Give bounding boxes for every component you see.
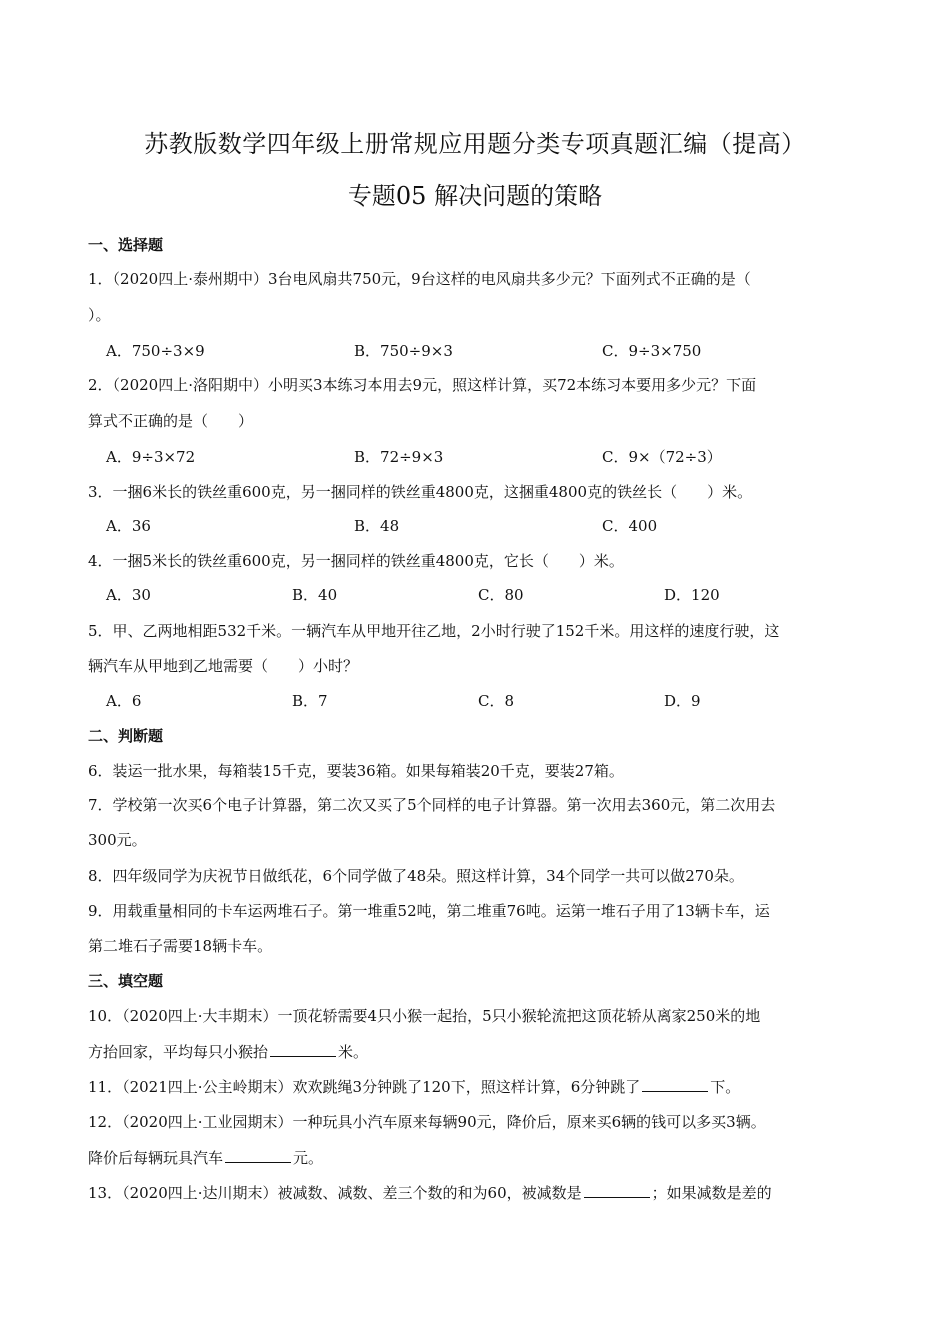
question-10-text-after-blank: 米。 [338,1043,369,1061]
question-5-line-2: 辆汽车从甲地到乙地需要（ ）小时？ [88,657,359,675]
question-2-option-a: A．9÷3×72 [106,448,196,466]
question-9-line-1: 9．用载重量相同的卡车运两堆石子。第一堆重52吨，第二堆重76吨。运第一堆石子用了13辆卡车，运 [88,902,770,920]
answer-blank[interactable] [225,1148,291,1163]
question-1-line-1: 1．（2020四上·泰州期中）3台电风扇共750元，9台这样的电风扇共多少元？下面列式不正确的是（ [88,270,751,288]
question-10-text-before-blank: 方抬回家，平均每只小猴抬 [88,1043,269,1061]
answer-blank[interactable] [270,1042,336,1057]
question-12-line-1: 12．（2020四上·工业园期末）一种玩具小汽车原来每辆90元，降价后，原来买6辆的钱可以多买3辆。 [88,1113,766,1131]
question-13-line-1 [88,1182,878,1203]
question-10-line-1: 10．（2020四上·大丰期末）一顶花轿需要4只小猴一起抬，5只小猴轮流把这顶花轿从离家250米的地 [88,1007,761,1025]
question-5-option-b: B．7 [292,692,328,710]
question-4-line-1: 4．一捆5米长的铁丝重600克，另一捆同样的铁丝重4800克，它长（ ）米。 [88,552,624,570]
question-7-line-2: 300元。 [88,831,147,849]
question-5-line-1: 5．甲、乙两地相距532千米。一辆汽车从甲地开往乙地，2小时行驶了152千米。用这样的速度行驶，这 [88,622,780,640]
answer-blank[interactable] [642,1077,708,1092]
question-12-line-2 [88,1147,878,1168]
question-1-options [88,340,878,364]
question-2-option-b: B．72÷9×3 [354,448,444,466]
section-heading-choice: 一、选择题 [88,236,164,254]
question-10-line-2 [88,1041,878,1062]
question-5-options [88,690,878,714]
question-5-option-c: C．8 [478,692,515,710]
answer-blank[interactable] [584,1183,650,1198]
question-2-line-2: 算式不正确的是（ ） [88,412,254,430]
question-3-options [88,515,878,539]
question-11-line-1 [88,1076,878,1097]
question-5-option-d: D．9 [664,692,701,710]
section-heading-fill-in: 三、填空题 [88,972,164,990]
question-11-text-after-blank: 下。 [710,1078,741,1096]
question-3-option-c: C．400 [602,517,658,535]
question-2-options [88,446,878,470]
question-8-line-1: 8．四年级同学为庆祝节日做纸花，6个同学做了48朵。照这样计算，34个同学一共可以做270朵。 [88,867,744,885]
question-4-option-d: D．120 [664,586,720,604]
question-2-line-1: 2．（2020四上·洛阳期中）小明买3本练习本用去9元，照这样计算，买72本练习本要用多少元？下面 [88,376,757,394]
question-3-option-a: A．36 [106,517,151,535]
question-7-line-1: 7．学校第一次买6个电子计算器，第二次又买了5个同样的电子计算器。第一次用去360元，第二次用去 [88,796,776,814]
question-4-options [88,584,878,608]
question-1-line-2: ）。 [88,306,111,324]
question-2-option-c: C．9×（72÷3） [602,448,722,466]
question-1-option-a: A．750÷3×9 [106,342,205,360]
question-4-option-a: A．30 [106,586,151,604]
question-6-line-1: 6．装运一批水果，每箱装15千克，要装36箱。如果每箱装20千克，要装27箱。 [88,762,624,780]
question-5-option-a: A．6 [106,692,142,710]
document-subtitle: 专题05 解决问题的策略 [347,182,603,210]
section-heading-judgment: 二、判断题 [88,727,164,745]
question-3-line-1: 3．一捆6米长的铁丝重600克，另一捆同样的铁丝重4800克，这捆重4800克的铁丝长（ ）米。 [88,483,753,501]
question-3-option-b: B．48 [354,517,400,535]
question-4-option-c: C．80 [478,586,524,604]
question-12-text-after-blank: 元。 [293,1149,324,1167]
question-4-option-b: B．40 [292,586,338,604]
question-12-text-before-blank: 降价后每辆玩具汽车 [88,1149,224,1167]
document-title: 苏教版数学四年级上册常规应用题分类专项真题汇编（提高） [144,130,806,158]
question-13-text-before-blank: 13．（2020四上·达川期末）被减数、减数、差三个数的和为60，被减数是 [88,1184,582,1202]
question-13-text-after-blank: ；如果减数是差的 [651,1184,772,1202]
question-1-option-c: C．9÷3×750 [602,342,702,360]
question-9-line-2: 第二堆石子需要18辆卡车。 [88,937,273,955]
question-1-option-b: B．750÷9×3 [354,342,453,360]
question-11-text-before-blank: 11．（2021四上·公主岭期末）欢欢跳绳3分钟跳了120下，照这样计算，6分钟跳了 [88,1078,641,1096]
